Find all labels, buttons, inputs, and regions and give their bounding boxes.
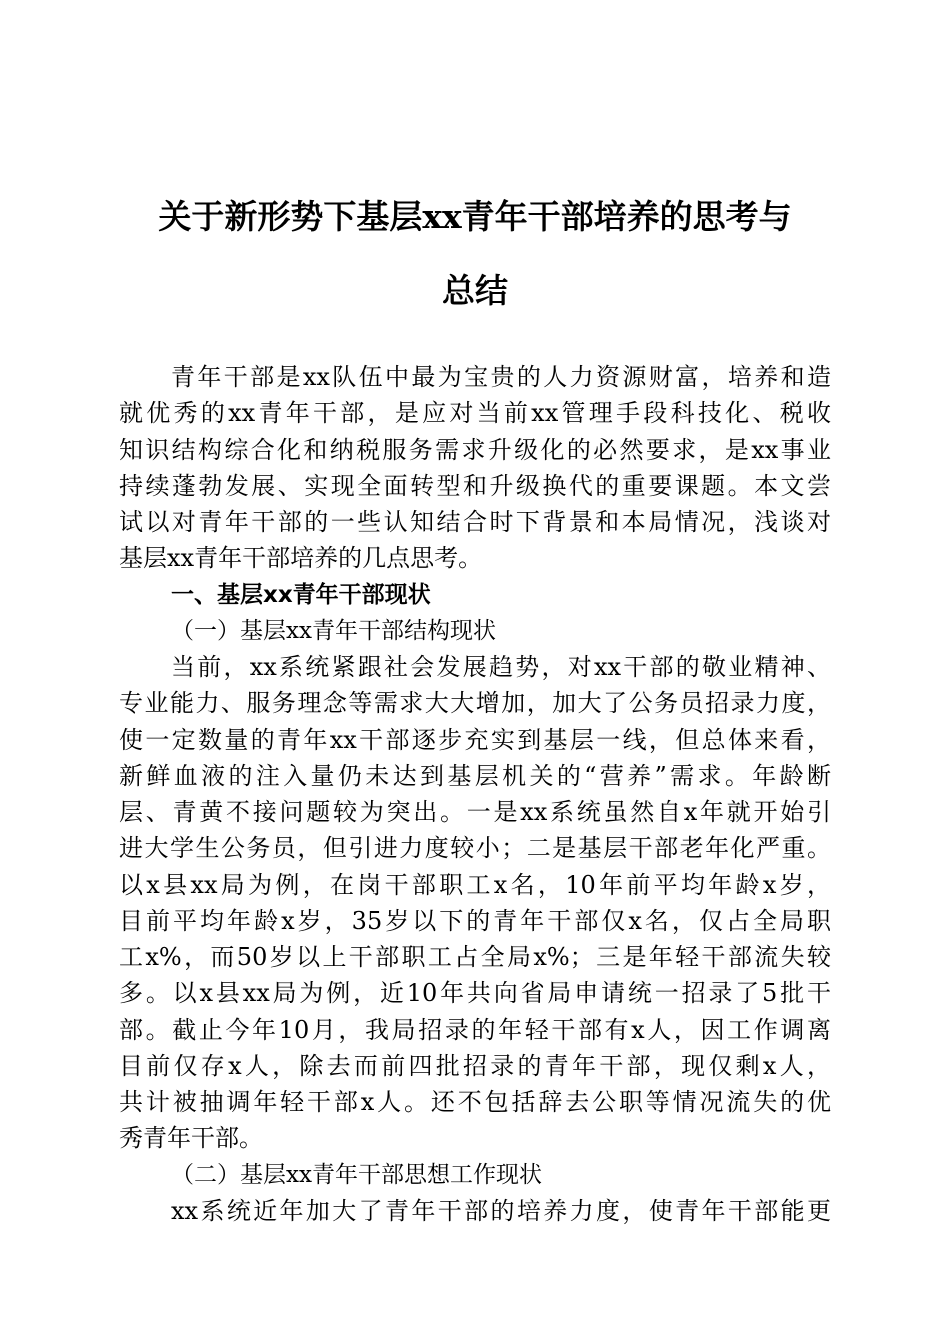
paragraph-line: 多。以x县xx局为例，近10年共向省局申请统一招录了5批干 <box>119 979 831 1008</box>
paragraph-line: 以x县xx局为例，在岗干部职工x名，10年前平均年龄x岁， <box>119 870 831 899</box>
document-title-line-1: 关于新形势下基层xx青年干部培养的思考与 <box>158 197 792 236</box>
paragraph-line: 层、青黄不接问题较为突出。一是xx系统虽然自x年就开始引 <box>119 798 831 826</box>
paragraph-line: 基层xx青年干部培养的几点思考。 <box>119 544 483 573</box>
paragraph-line: 秀青年干部。 <box>119 1124 263 1153</box>
paragraph-line: 进大学生公务员，但引进力度较小；二是基层干部老年化严重。 <box>119 834 831 863</box>
paragraph-line: 共计被抽调年轻干部x人。还不包括辞去公职等情况流失的优 <box>119 1088 831 1116</box>
paragraph-line: 部。截止今年10月，我局招录的年轻干部有x人，因工作调离 <box>119 1015 831 1044</box>
document-title-line-2: 总结 <box>442 271 508 310</box>
paragraph-line: 试以对青年干部的一些认知结合时下背景和本局情况，浅谈对 <box>119 508 831 536</box>
section-heading: 一、基层xx青年干部现状 <box>171 581 431 608</box>
paragraph-line: xx系统近年加大了青年干部的培养力度，使青年干部能更 <box>171 1196 831 1225</box>
paragraph-line: 当前，xx系统紧跟社会发展趋势，对xx干部的敬业精神、 <box>171 653 831 681</box>
paragraph-line: 目前仅存x人，除去而前四批招录的青年干部，现仅剩x人， <box>119 1051 831 1080</box>
paragraph-line: 持续蓬勃发展、实现全面转型和升级换代的重要课题。本文尝 <box>119 471 831 500</box>
paragraph-line: 新鲜血液的注入量仍未达到基层机关的“营养”需求。年龄断 <box>119 761 831 790</box>
subsection-heading: （一）基层xx青年干部结构现状 <box>171 617 496 644</box>
subsection-heading: （二）基层xx青年干部思想工作现状 <box>171 1161 542 1188</box>
paragraph-line: 青年干部是xx队伍中最为宝贵的人力资源财富，培养和造 <box>171 363 831 391</box>
paragraph-line: 工x%，而50岁以上干部职工占全局x%；三是年轻干部流失较 <box>119 943 831 971</box>
paragraph-line: 使一定数量的青年xx干部逐步充实到基层一线，但总体来看， <box>119 725 831 754</box>
document-body <box>119 359 831 1229</box>
paragraph-line: 知识结构综合化和纳税服务需求升级化的必然要求，是xx事业 <box>119 435 831 464</box>
paragraph-line: 目前平均年龄x岁，35岁以下的青年干部仅x名，仅占全局职 <box>119 906 831 935</box>
paragraph-line: 就优秀的xx青年干部，是应对当前xx管理手段科技化、税收 <box>119 399 831 428</box>
paragraph-line: 专业能力、服务理念等需求大大增加，加大了公务员招录力度， <box>119 689 831 718</box>
